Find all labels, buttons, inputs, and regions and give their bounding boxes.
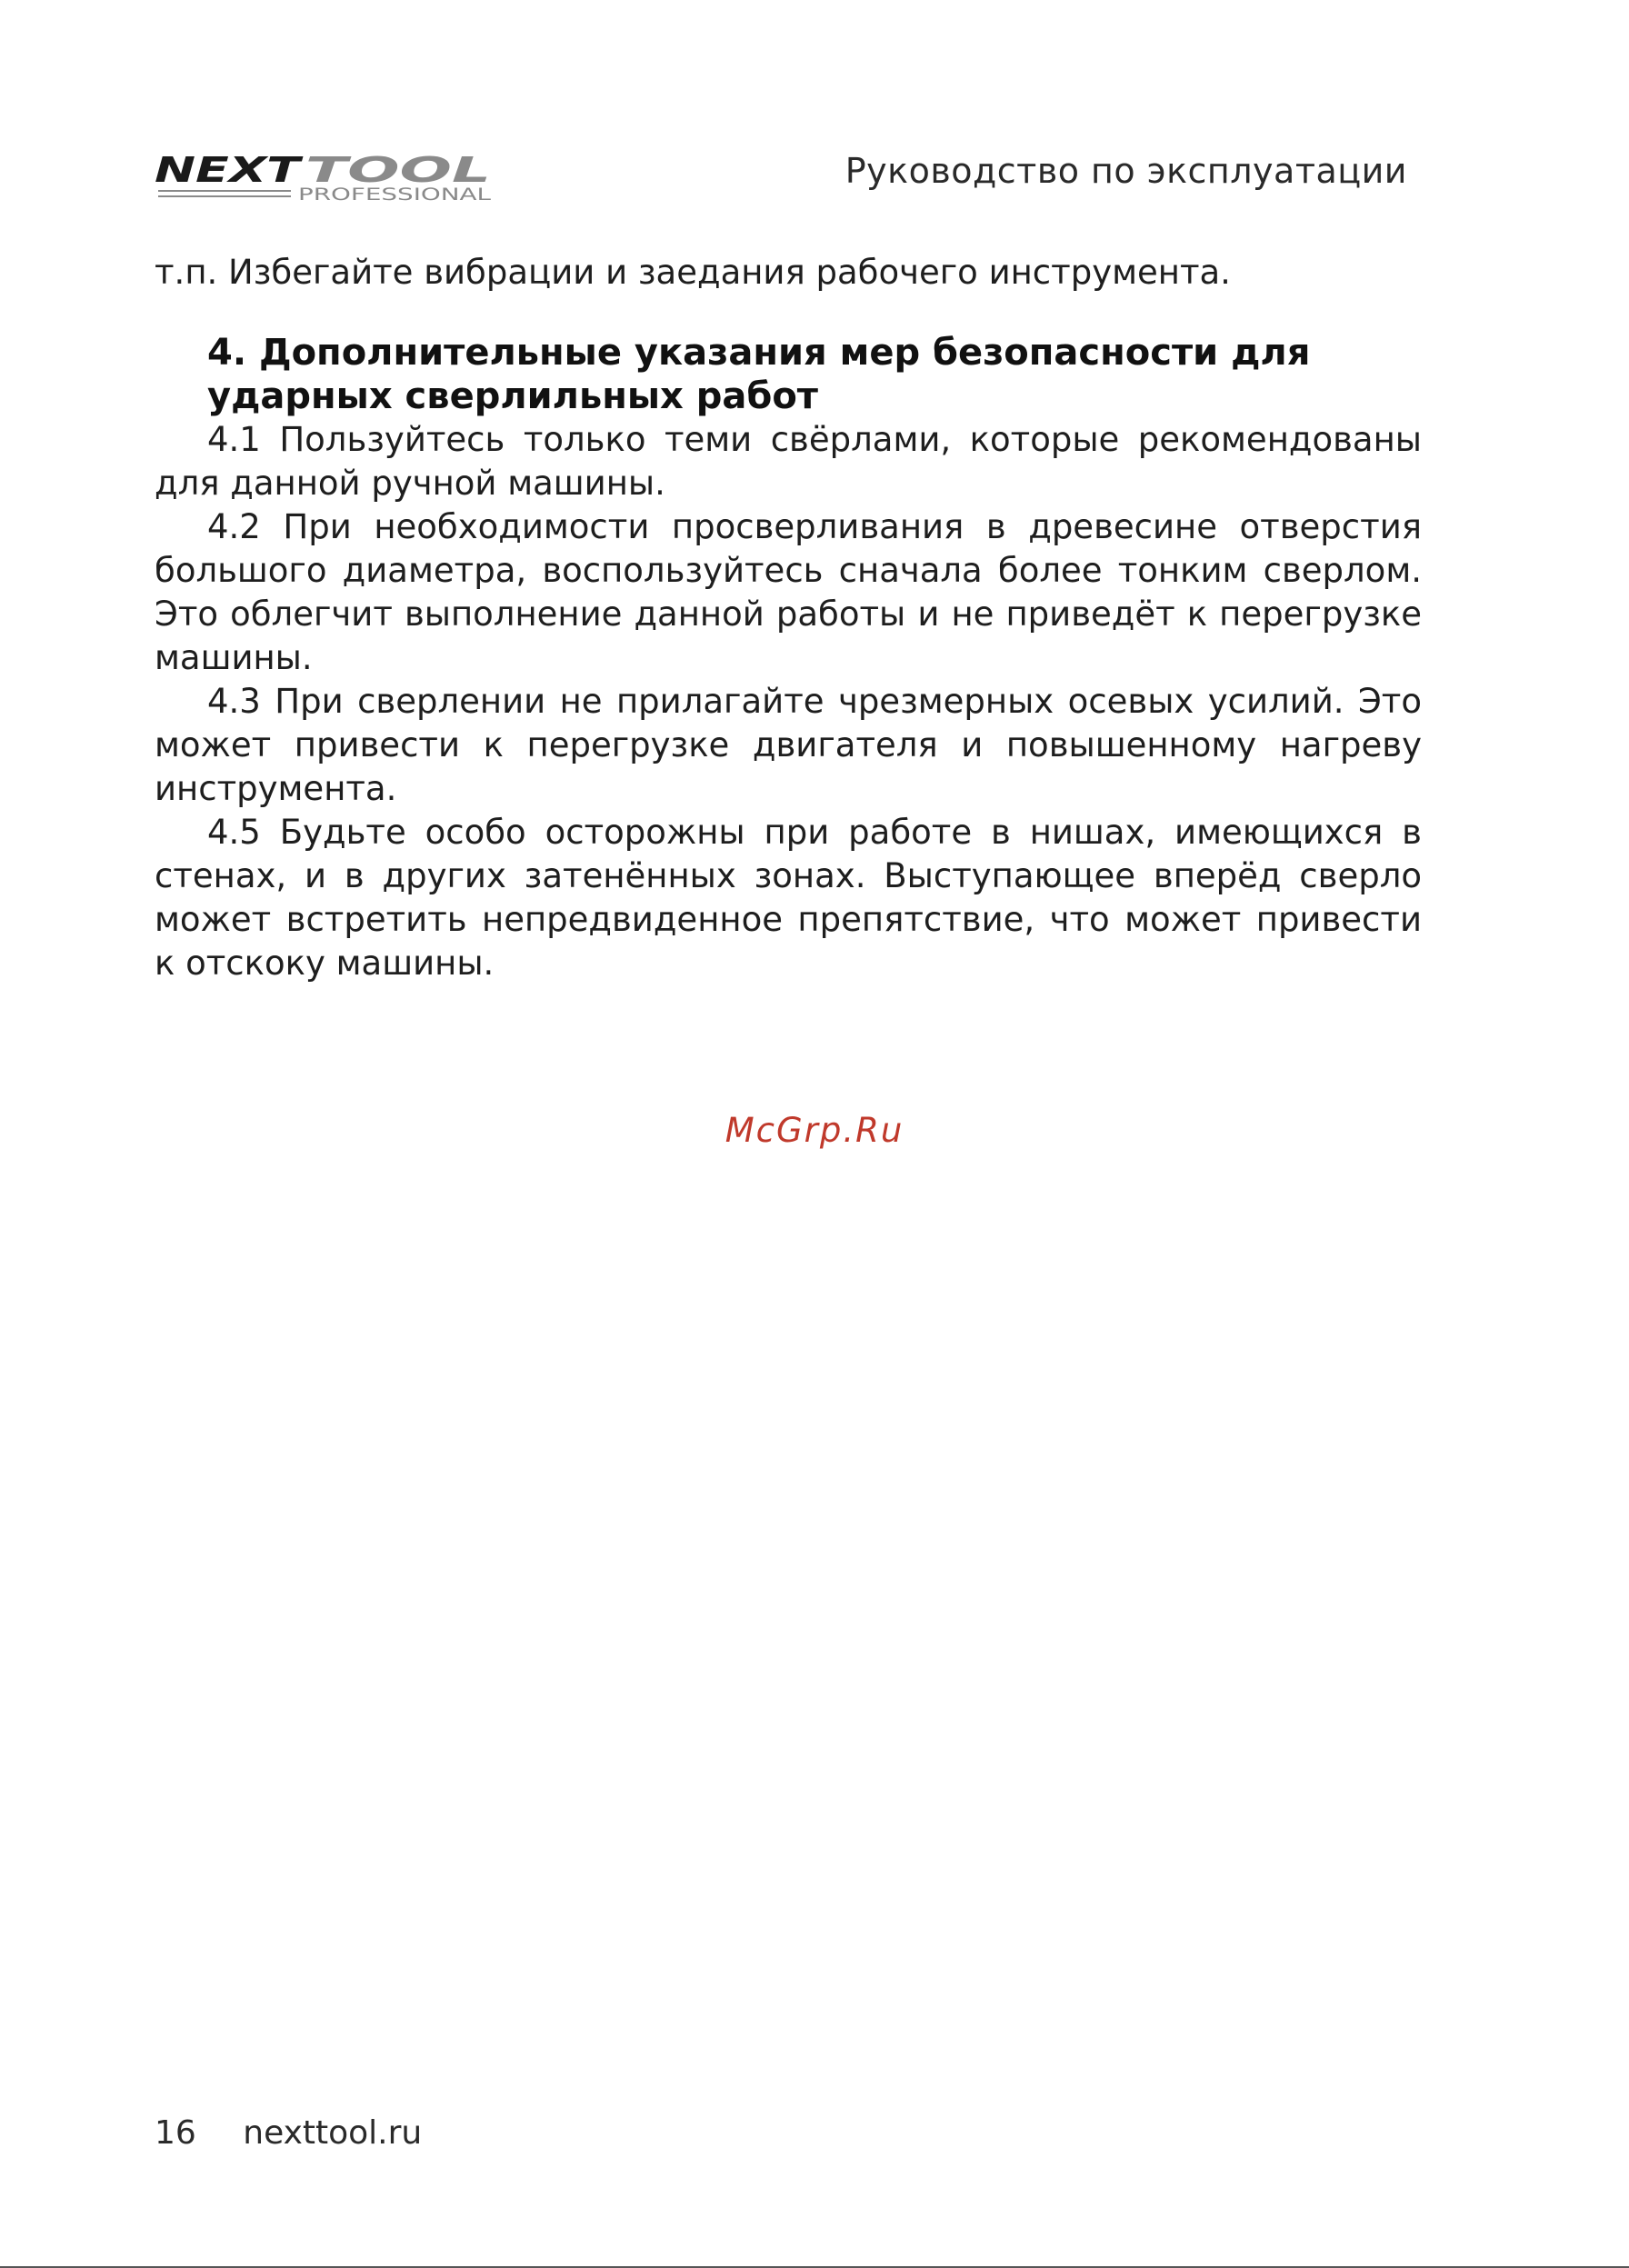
paragraph-4-5: 4.5 Будьте особо осторожны при работе в нишах, имеющихся в стенах, и в других затенённых зонах. Выступающее вперёд сверло может встретить непредвиденное препятствие, что может привести к отскоку машины.: [155, 813, 1422, 983]
section-heading: 4. Дополнительные указания мер безопасности для ударных сверлильных работ: [207, 332, 1311, 417]
page-footer: [155, 2114, 422, 2152]
intro-line: т.п. Избегайте вибрации и заедания рабочего инструмента.: [155, 253, 1231, 292]
website-link[interactable]: nexttool.ru: [243, 2114, 423, 2152]
svg-text:TOOL: TOOL: [305, 153, 491, 190]
svg-text:PROFESSIONAL: PROFESSIONAL: [298, 185, 492, 205]
watermark-link[interactable]: McGrp.Ru: [725, 1111, 904, 1150]
logo-graphic: [155, 153, 493, 207]
paragraph-4-3: 4.3 При сверлении не прилагайте чрезмерных осевых усилий. Это может привести к перегрузке двигателя и повышенному нагреву инструмента.: [155, 682, 1422, 808]
svg-text:NEXT: NEXT: [155, 153, 305, 190]
page-number: 16: [155, 2114, 196, 2152]
page-content: [155, 251, 1422, 985]
paragraph-4-1: 4.1 Пользуйтесь только теми свёрлами, которые рекомендованы для данной ручной машины.: [155, 420, 1422, 503]
paragraph-4-2: 4.2 При необходимости просверливания в древесине отверстия большого диаметра, воспользуйтесь сначала более тонким сверлом. Это облегчит выполнение данной работы и не приведёт к перегрузке машины.: [155, 507, 1422, 677]
nexttool-logo: [155, 153, 493, 207]
manual-title: Руководство по эксплуатации: [844, 151, 1407, 191]
